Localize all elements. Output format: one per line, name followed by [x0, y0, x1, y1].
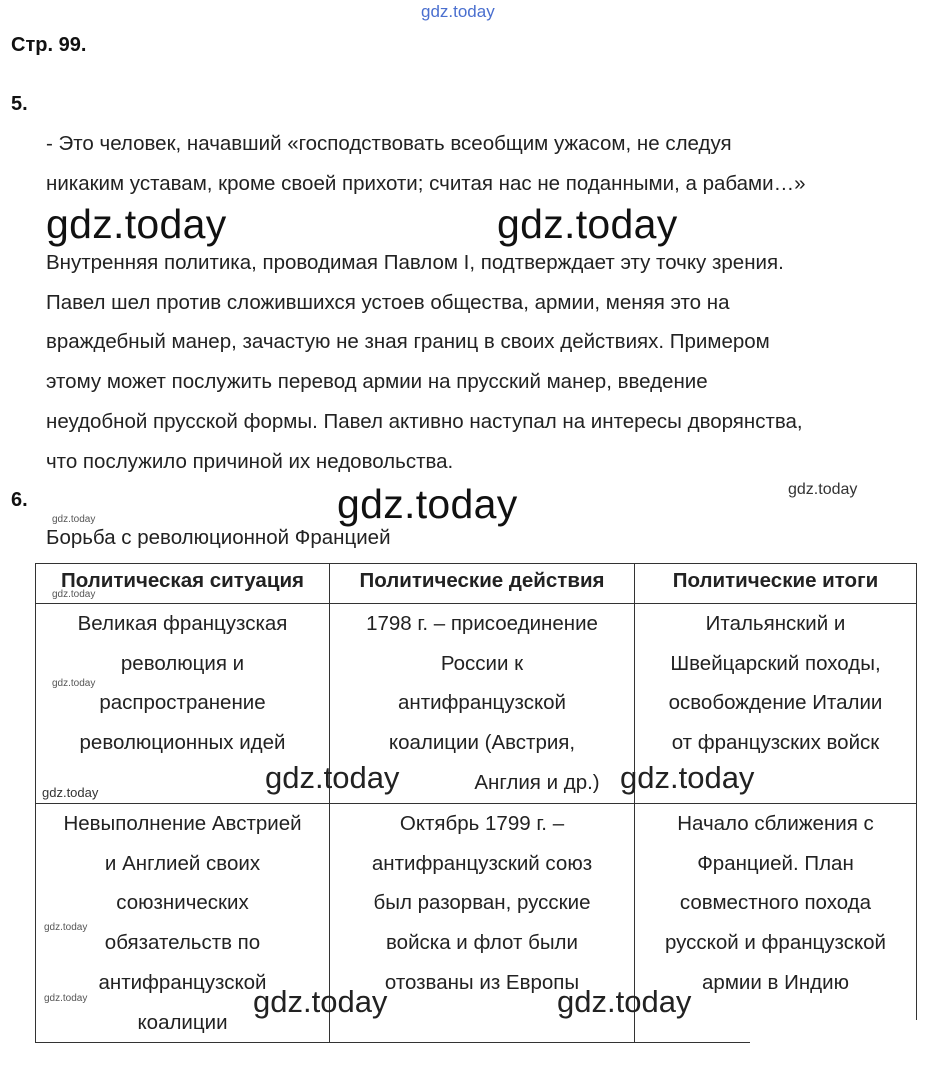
- watermark-medium: gdz.today: [620, 760, 755, 795]
- column-header: Политическая ситуация: [36, 564, 330, 604]
- cell-line: и Англией своих: [104, 851, 261, 875]
- cell-line: войска и флот были: [386, 931, 578, 955]
- cell-line: антифранцузской: [397, 691, 566, 715]
- struggle-table: [35, 563, 917, 1043]
- watermark-large: gdz.today: [497, 201, 678, 247]
- cell-line: русской и французской: [664, 931, 887, 955]
- cell-line: союзнических: [116, 891, 249, 915]
- task-5-answer: [46, 243, 916, 481]
- cell-line: армии в Индию: [702, 970, 849, 994]
- task-5-number: 5.: [11, 93, 28, 115]
- cell-line: Францией. План: [697, 851, 854, 875]
- cell-line: был разорван, русские: [373, 891, 591, 915]
- cell-line: Октябрь 1799 г. –: [399, 812, 565, 835]
- cell-line: Великая французская: [77, 612, 288, 635]
- cell-line: совместного похода: [679, 891, 872, 915]
- cell-line: обязательств по: [104, 931, 261, 955]
- cell-line: распространение: [99, 691, 266, 715]
- watermark-small: gdz.today: [788, 481, 858, 498]
- watermark-tiny: gdz.today: [52, 678, 96, 689]
- watermark-medium: gdz.today: [253, 984, 388, 1019]
- watermark-top: gdz.today: [421, 2, 495, 21]
- watermark-medium: gdz.today: [557, 984, 692, 1019]
- watermark-large: gdz.today: [46, 201, 227, 247]
- column-header: Политические итоги: [635, 564, 917, 604]
- watermark-tiny: gdz.today: [44, 922, 88, 933]
- border-gap: [750, 1020, 925, 1050]
- answer-line: этому может послужить перевод армии на прусский манер, введение: [46, 370, 708, 394]
- cell-line: Англия и др.): [474, 770, 600, 794]
- cell-line: революция и: [120, 651, 245, 675]
- answer-line: неудобной прусской формы. Павел активно наступал на интересы дворянства,: [46, 409, 803, 433]
- task-5-quote: [46, 124, 916, 203]
- answer-line: Павел шел против сложившихся устоев общества, армии, меняя это на: [46, 290, 730, 314]
- cell-line: антифранцузской: [98, 970, 267, 994]
- cell-line: Начало сближения с: [677, 812, 874, 835]
- watermark-tiny: gdz.today: [52, 589, 96, 600]
- table-header-row: [36, 564, 917, 604]
- quote-line: - Это человек, начавший «господствовать всеобщим ужасом, не следуя: [46, 132, 732, 155]
- cell-line: Итальянский и: [705, 612, 846, 635]
- quote-line: никаким уставам, кроме своей прихоти; считая нас не поданными, а рабами…»: [46, 171, 806, 195]
- watermark-large: gdz.today: [337, 481, 518, 527]
- cell-line: антифранцузский союз: [371, 851, 593, 875]
- task-6-number: 6.: [11, 489, 28, 511]
- cell-line: коалиции: [137, 1010, 228, 1034]
- column-header: Политические действия: [330, 564, 635, 604]
- cell-line: Невыполнение Австрией: [63, 812, 302, 835]
- answer-line: что послужило причиной их недовольства.: [46, 449, 454, 473]
- table-caption: Борьба с революционной Францией: [46, 526, 391, 549]
- watermark-tiny: gdz.today: [44, 993, 88, 1004]
- cell-line: России к: [440, 651, 524, 675]
- cell-line: Швейцарский походы,: [670, 651, 881, 675]
- cell-line: освобождение Италии: [668, 691, 883, 715]
- cell-line: коалиции (Австрия,: [388, 731, 576, 755]
- cell-line: отозваны из Европы: [384, 970, 580, 994]
- watermark-medium: gdz.today: [265, 760, 400, 795]
- watermark-small: gdz.today: [42, 785, 99, 800]
- cell-line: 1798 г. – присоединение: [366, 612, 598, 635]
- answer-line: враждебный манер, зачастую не зная границ в своих действиях. Примером: [46, 330, 770, 354]
- table-row: [36, 604, 917, 804]
- watermark-tiny: gdz.today: [52, 514, 96, 525]
- table-row: [36, 804, 917, 1043]
- page-title: Стр. 99.: [11, 34, 87, 56]
- cell-line: революционных идей: [79, 731, 286, 755]
- cell-line: от французских войск: [671, 731, 880, 755]
- answer-line: Внутренняя политика, проводимая Павлом I, подтверждает эту точку зрения.: [46, 251, 784, 274]
